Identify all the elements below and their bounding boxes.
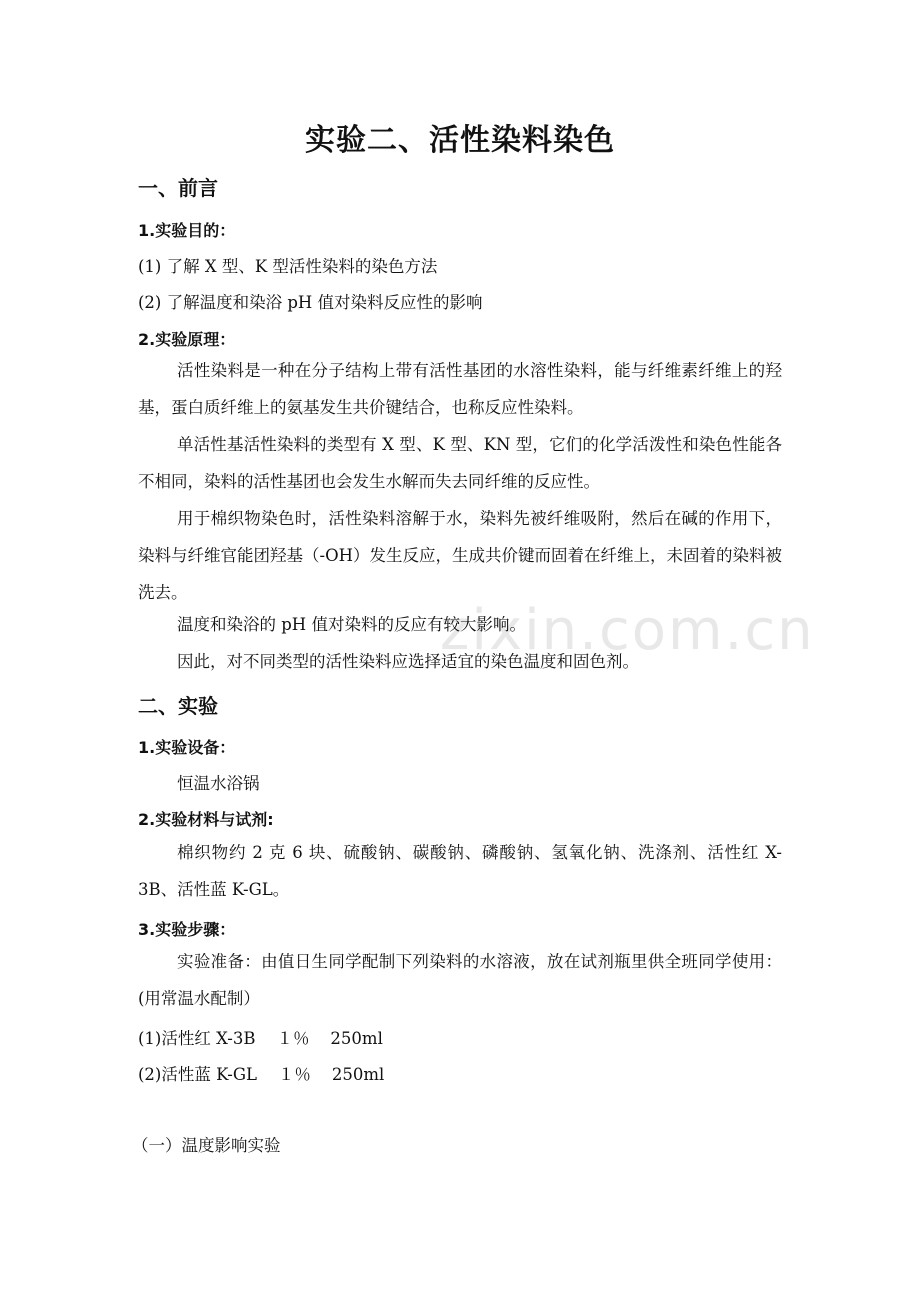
principle-paragraph-2: 单活性基活性染料的类型有 X 型、K 型、KN 型，它们的化学活泼性和染色性能各不相同，染料的活性基团也会发生水解而失去同纤维的反应性。 bbox=[138, 435, 782, 491]
equipment-heading: 1.实验设备： bbox=[138, 738, 236, 757]
purpose-item-1: (1) 了解 X 型、K 型活性染料的染色方法 bbox=[138, 257, 438, 276]
principle-paragraph-1: 活性染料是一种在分子结构上带有活性基团的水溶性染料，能与纤维素纤维上的羟基，蛋白质纤维上的氨基发生共价键结合，也称反应性染料。 bbox=[138, 361, 782, 417]
page-title: 实验二、活性染料染色 bbox=[305, 123, 615, 158]
steps-heading: 3.实验步骤： bbox=[138, 920, 236, 939]
section-heading-experiment: 二、实验 bbox=[138, 694, 218, 718]
principle-paragraph-3: 用于棉织物染色时，活性染料溶解于水，染料先被纤维吸附，然后在碱的作用下，染料与纤维官能团羟基（-OH）发生反应，生成共价键而固着在纤维上，未固着的染料被洗去。 bbox=[138, 509, 782, 602]
section-heading-preface: 一、前言 bbox=[138, 176, 218, 200]
steps-text: 实验准备：由值日生同学配制下列染料的水溶液，放在试剂瓶里供全班同学使用：(用常温水配制） bbox=[138, 952, 782, 1008]
solution-item-2: (2)活性蓝 K-GL １％ 250ml bbox=[138, 1065, 385, 1084]
materials-heading: 2.实验材料与试剂: bbox=[138, 810, 274, 829]
subsection-heading: （一）温度影响实验 bbox=[132, 1136, 281, 1155]
watermark: zixin.com.cn bbox=[440, 598, 815, 663]
principle-paragraph-5: 因此，对不同类型的活性染料应选择适宜的染色温度和固色剂。 bbox=[177, 652, 639, 671]
materials-text: 棉织物约 2 克 6 块、硫酸钠、碳酸钠、磷酸钠、氢氧化钠、洗涤剂、活性红 X-3B、活性蓝 K-GL。 bbox=[138, 843, 782, 899]
equipment-text: 恒温水浴锅 bbox=[177, 774, 260, 793]
principle-paragraph-4: 温度和染浴的 pH 值对染料的反应有较大影响。 bbox=[177, 615, 526, 634]
purpose-item-2: (2) 了解温度和染浴 pH 值对染料反应性的影响 bbox=[138, 293, 483, 312]
solution-item-1: (1)活性红 X-3B １％ 250ml bbox=[138, 1029, 383, 1048]
purpose-heading: 1.实验目的： bbox=[138, 221, 236, 240]
principle-heading: 2.实验原理： bbox=[138, 330, 236, 349]
